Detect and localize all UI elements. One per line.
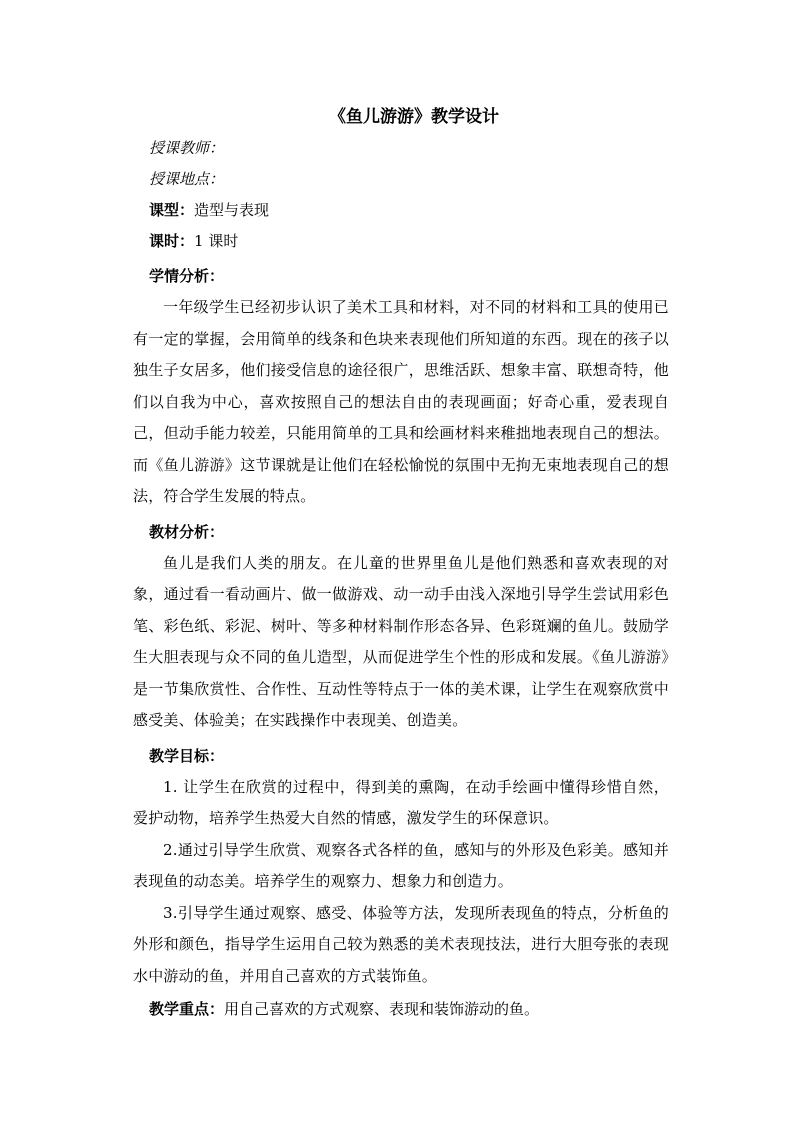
- course-type-line: [149, 195, 669, 226]
- key-points-line: [149, 994, 669, 1025]
- key-points-heading: 教学重点：: [149, 1000, 225, 1018]
- location-field: 授课地点：: [149, 170, 225, 188]
- objectives-heading: 教学目标：: [149, 746, 225, 765]
- key-points-text: 用自己喜欢的方式观察、表现和装饰游动的鱼。: [224, 1000, 540, 1018]
- course-type-value: 造型与表现: [194, 201, 270, 219]
- course-type-label: 课型：: [149, 201, 195, 219]
- hours-label: 课时：: [149, 232, 195, 250]
- teacher-field: 授课教师：: [149, 139, 225, 157]
- objective-item-1: 1. 让学生在欣赏的过程中，得到美的熏陶，在动手绘画中懂得珍惜自然，爱护动物，培养学生热爱大自然的情感，激发学生的环保意识。: [133, 777, 669, 827]
- material-analysis-text: 鱼儿是我们人类的朋友。在儿童的世界里鱼儿是他们熟悉和喜欢表现的对象，通过看一看动画片、做一做游戏、动一动手由浅入深地引导学生尝试用彩色笔、彩色纸、彩泥、树叶、等多种材料制作形态各异、色彩斑斓的鱼儿。鼓励学生大胆表现与众不同的鱼儿造型，从而促进学生个性的形成和发展。《鱼儿游游》是一节集欣赏性、合作性、互动性等特点于一体的美术课，让学生在观察欣赏中感受美、体验美；在实践操作中表现美、创造美。: [133, 553, 669, 729]
- hours-value: 1 课时: [194, 232, 239, 250]
- student-analysis-text: 一年级学生已经初步认识了美术工具和材料，对不同的材料和工具的使用已有一定的掌握，会用简单的线条和色块来表现他们所知道的东西。现在的孩子以独生子女居多，他们接受信息的途径很广，思维活跃、想象丰富、联想奇特，他们以自我为中心，喜欢按照自己的想法自由的表现画面；好奇心重，爱表现自己，但动手能力较差，只能用简单的工具和绘画材料来稚拙地表现自己的想法。而《鱼儿游游》这节课就是让他们在轻松愉悦的氛围中无拘无束地表现自己的想法，符合学生发展的特点。: [133, 298, 669, 505]
- objective-item-2: 2.通过引导学生欣赏、观察各式各样的鱼，感知与的外形及色彩美。感知并表现鱼的动态美。培养学生的观察力、想象力和创造力。: [133, 840, 669, 890]
- document-body: [133, 103, 669, 1025]
- objective-item-3: 3.引导学生通过观察、感受、体验等方法，发现所表现鱼的特点，分析鱼的外形和颜色，指导学生运用自己较为熟悉的美术表现技法，进行大胆夸张的表现水中游动的鱼，并用自己喜欢的方式装饰鱼。: [133, 903, 669, 985]
- material-analysis-heading: 教材分析：: [149, 522, 225, 541]
- student-analysis-heading: 学情分析：: [149, 267, 225, 285]
- page-title: 《鱼儿游游》教学设计: [329, 107, 499, 127]
- hours-line: [149, 226, 669, 257]
